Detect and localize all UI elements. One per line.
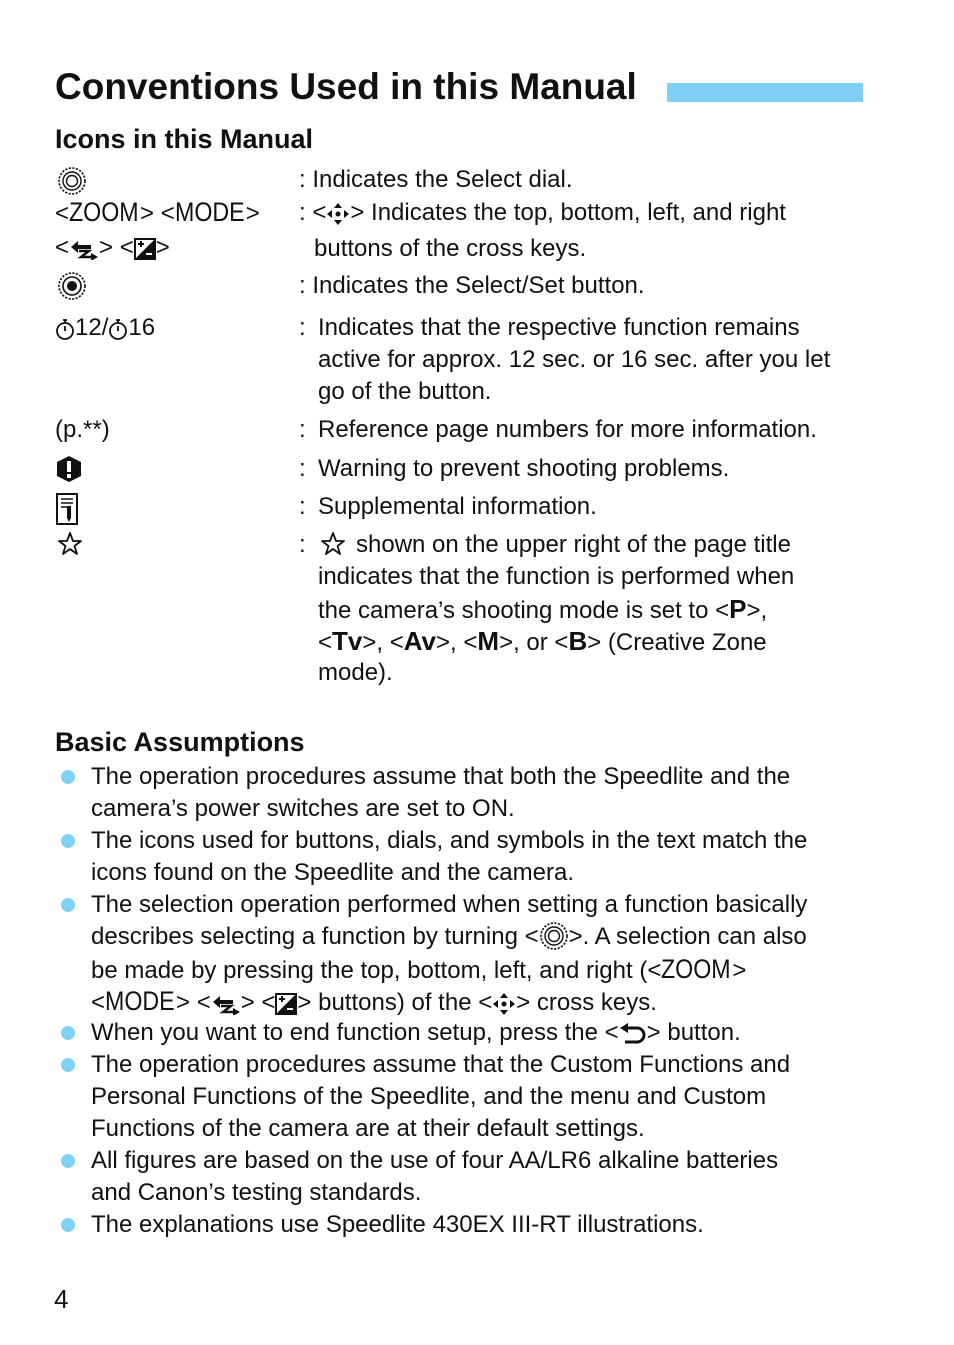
star-icon	[57, 531, 83, 557]
bullet-4-line1: When you want to end function setup, press the < > button.	[91, 1019, 741, 1046]
star-colon: :	[299, 531, 306, 558]
star-desc-line1: shown on the upper right of the page title	[320, 530, 791, 560]
memo-icon	[55, 492, 81, 526]
mode-tv: Tv	[332, 626, 363, 656]
warning-icon	[55, 455, 83, 483]
timer-label: 12/ 16	[55, 313, 155, 343]
bullet-marker	[61, 1154, 75, 1168]
icons-heading: Icons in this Manual	[55, 124, 314, 154]
star-desc-line5: mode).	[318, 659, 393, 686]
cross-keys-icon	[492, 992, 516, 1016]
bullet-3-line1: The selection operation performed when setting a function basically	[91, 891, 808, 918]
mode-av: Av	[403, 626, 437, 656]
cross-keys-icon	[326, 202, 350, 226]
select-dial-desc: : Indicates the Select dial.	[299, 166, 573, 193]
zoom-mode-keys: <ZOOM> <MODE>	[55, 197, 260, 227]
zoom-key-label: ZOOM	[69, 197, 139, 227]
mode-b: B	[568, 626, 588, 656]
wireless-exposure-keys: < > < >	[55, 234, 170, 261]
assumptions-heading: Basic Assumptions	[55, 727, 305, 757]
timer-icon	[55, 317, 75, 341]
bullet-marker	[61, 898, 75, 912]
mode-key-label: MODE	[174, 197, 245, 227]
wireless-icon	[69, 238, 99, 260]
page-ref-colon: :	[299, 416, 306, 443]
bullet-7-line1: The explanations use Speedlite 430EX III-RT illustrations.	[91, 1211, 704, 1238]
timer-desc-3: go of the button.	[318, 378, 492, 405]
bullet-5-line2: Personal Functions of the Speedlite, and the menu and Custom	[91, 1083, 767, 1110]
bullet-6-line1: All figures are based on the use of four AA/LR6 alkaline batteries	[91, 1147, 779, 1174]
cross-keys-desc: : < > Indicates the top, bottom, left, and right	[299, 199, 786, 226]
warning-colon: :	[299, 455, 306, 482]
timer-desc-2: active for approx. 12 sec. or 16 sec. after you let	[318, 346, 831, 373]
mode-key-label: MODE	[105, 986, 175, 1016]
bullet-2-line1: The icons used for buttons, dials, and symbols in the text match the	[91, 827, 808, 854]
bullet-3-line2: describes selecting a function by turning < >. A selection can also	[91, 922, 807, 952]
select-dial-icon	[57, 166, 87, 196]
bullet-marker	[61, 834, 75, 848]
star-icon	[320, 531, 346, 557]
timer-icon	[108, 317, 128, 341]
cross-keys-desc-line2: buttons of the cross keys.	[314, 235, 587, 262]
page-number: 4	[54, 1284, 69, 1314]
bullet-marker	[61, 770, 75, 784]
bullet-marker	[61, 1058, 75, 1072]
wireless-icon	[211, 993, 241, 1015]
bullet-1-line2: camera’s power switches are set to ON.	[91, 795, 515, 822]
memo-desc: Supplemental information.	[318, 493, 597, 520]
select-set-desc: : Indicates the Select/Set button.	[299, 272, 645, 299]
star-desc-line2: indicates that the function is performed when	[318, 563, 795, 590]
exposure-comp-icon	[275, 993, 297, 1015]
bullet-marker	[61, 1218, 75, 1232]
bullet-6-line2: and Canon’s testing standards.	[91, 1179, 422, 1206]
bullet-marker	[61, 1026, 75, 1040]
star-desc-line3: the camera’s shooting mode is set to <P>,	[318, 594, 768, 624]
page-ref-label: (p.**)	[55, 416, 110, 443]
select-dial-icon	[539, 921, 569, 951]
page-ref-desc: Reference page numbers for more information.	[318, 416, 817, 443]
title-accent-bar	[667, 83, 863, 102]
star-desc-line4: <Tv>, <Av>, <M>, or <B> (Creative Zone	[318, 626, 767, 656]
timer-desc-1: Indicates that the respective function remains	[318, 314, 800, 341]
zoom-key-label: ZOOM	[661, 954, 731, 984]
memo-colon: :	[299, 493, 306, 520]
warning-desc: Warning to prevent shooting problems.	[318, 455, 730, 482]
bullet-3-line3: be made by pressing the top, bottom, left, and right (<ZOOM>	[91, 954, 747, 984]
timer-colon: :	[299, 314, 306, 341]
select-set-button-icon	[57, 271, 87, 301]
bullet-5-line3: Functions of the camera are at their default settings.	[91, 1115, 645, 1142]
bullet-5-line1: The operation procedures assume that the Custom Functions and	[91, 1051, 791, 1078]
bullet-1-line1: The operation procedures assume that both the Speedlite and the	[91, 763, 791, 790]
return-icon	[619, 1022, 647, 1046]
exposure-comp-icon	[134, 238, 156, 260]
bullet-2-line2: icons found on the Speedlite and the camera.	[91, 859, 574, 886]
mode-m: M	[477, 626, 500, 656]
mode-p: P	[729, 594, 747, 624]
bullet-3-line4: <MODE> < > < > buttons) of the < > cross keys.	[91, 986, 657, 1016]
page-title: Conventions Used in this Manual	[55, 66, 637, 107]
